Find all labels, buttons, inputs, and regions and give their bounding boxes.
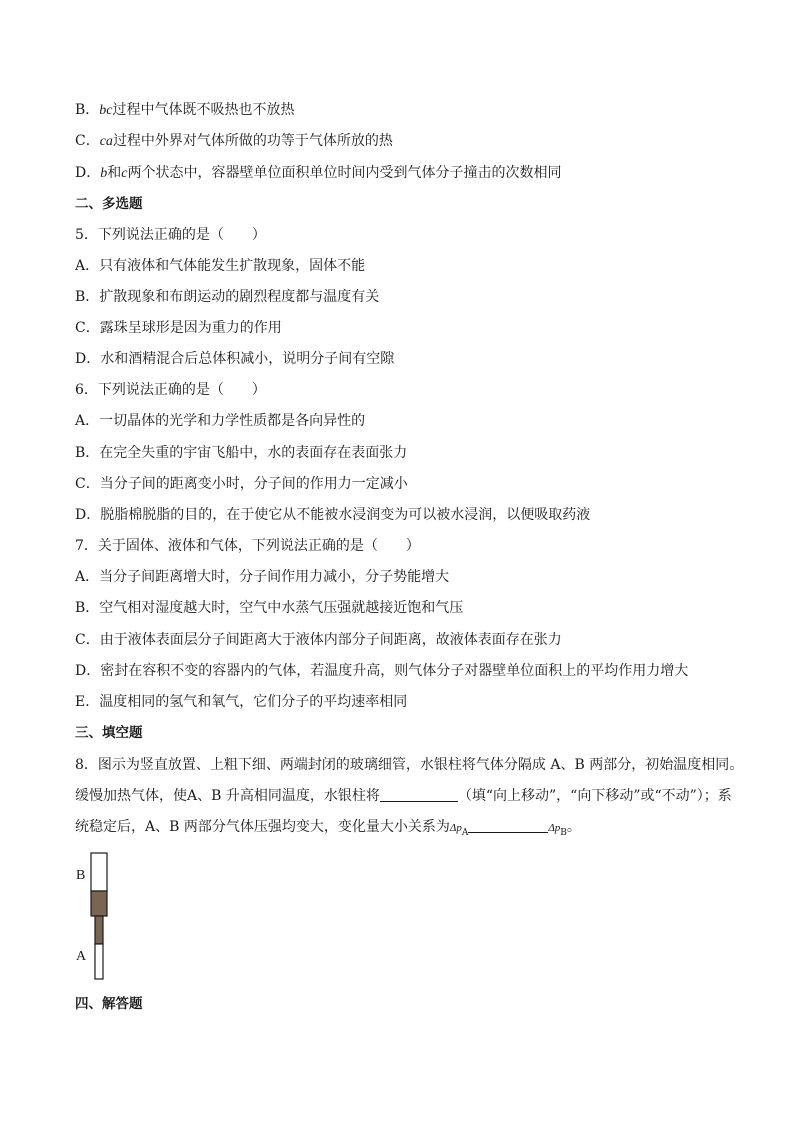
q5-stem: 5．下列说法正确的是（ ） (75, 227, 266, 243)
q7-option-d: D．密封在容积不变的容器内的气体，若温度升高，则气体分子对器壁单位面积上的平均作用力增大 (75, 663, 689, 679)
q6-option-a: A．一切晶体的光学和力学性质都是各向异性的 (75, 413, 366, 429)
q7-option-b: B．空气相对湿度越大时，空气中水蒸气压强就越接近饱和气压 (75, 600, 464, 616)
mercury-narrow-section (95, 916, 103, 944)
section-heading-fill-blank: 三、填空题 (75, 725, 143, 741)
q5-option-b: B．扩散现象和布朗运动的剧烈程度都与温度有关 (75, 289, 380, 305)
q7-option-e: E．温度相同的氢气和氧气，它们分子的平均速率相同 (75, 694, 408, 710)
q7-option-c: C．由于液体表面层分子间距离大于液体内部分子间距离，故液体表面存在张力 (75, 632, 562, 648)
q6-stem: 6．下列说法正确的是（ ） (75, 382, 266, 398)
q7-option-a: A．当分子间距离增大时，分子间作用力减小，分子势能增大 (75, 569, 450, 585)
label-b: B (76, 868, 86, 883)
q6-option-c: C．当分子间的距离变小时，分子间的作用力一定减小 (75, 476, 408, 492)
q5-option-d: D．水和酒精混合后总体积减小，说明分子间有空隙 (75, 351, 395, 367)
section-heading-answer: 四、解答题 (75, 996, 143, 1012)
q6-option-d: D．脱脂棉脱脂的目的，在于使它从不能被水浸润变为可以被水浸润，以便吸取药液 (75, 507, 591, 523)
q8-blank-2[interactable] (468, 818, 548, 833)
q8-line-2: 缓慢加热气体，使A、B 升高相同温度，水银柱将 （填“向上移动”，“向下移动”或“不动”）；系 (75, 788, 732, 804)
tube-lower-gas-a (95, 944, 103, 979)
glass-tube (85, 850, 115, 982)
q8-line-1: 8．图示为竖直放置、上粗下细、两端封闭的玻璃细管，水银柱将气体分隔成 A、B 两部分，初始温度相同。 (75, 757, 744, 773)
q8-blank-1[interactable] (380, 787, 458, 802)
q6-option-b: B．在完全失重的宇宙飞船中，水的表面存在表面张力 (75, 445, 408, 461)
mercury-wide-section (91, 891, 107, 916)
section-heading-multi-choice: 二、多选题 (75, 196, 143, 212)
q7-stem: 7．关于固体、液体和气体，下列说法正确的是（ ） (75, 538, 420, 554)
q4-option-d: D．b和c两个状态中，容器壁单位面积单位时间内受到气体分子撞击的次数相同 (75, 165, 562, 181)
q4-option-b: B．bc过程中气体既不吸热也不放热 (75, 102, 295, 118)
q5-option-a: A．只有液体和气体能发生扩散现象，固体不能 (75, 258, 366, 274)
q4-option-c: C．ca过程中外界对气体所做的功等于气体所放的热 (75, 133, 393, 149)
tube-upper-gas-b (91, 853, 107, 891)
q5-option-c: C．露珠呈球形是因为重力的作用 (75, 320, 282, 336)
label-a: A (76, 949, 87, 964)
q8-line-3: 统稳定后，A、B 两部分气体压强均变大，变化量大小关系为$\Delta p_A$ $\Delta p_B$。 (75, 819, 581, 838)
